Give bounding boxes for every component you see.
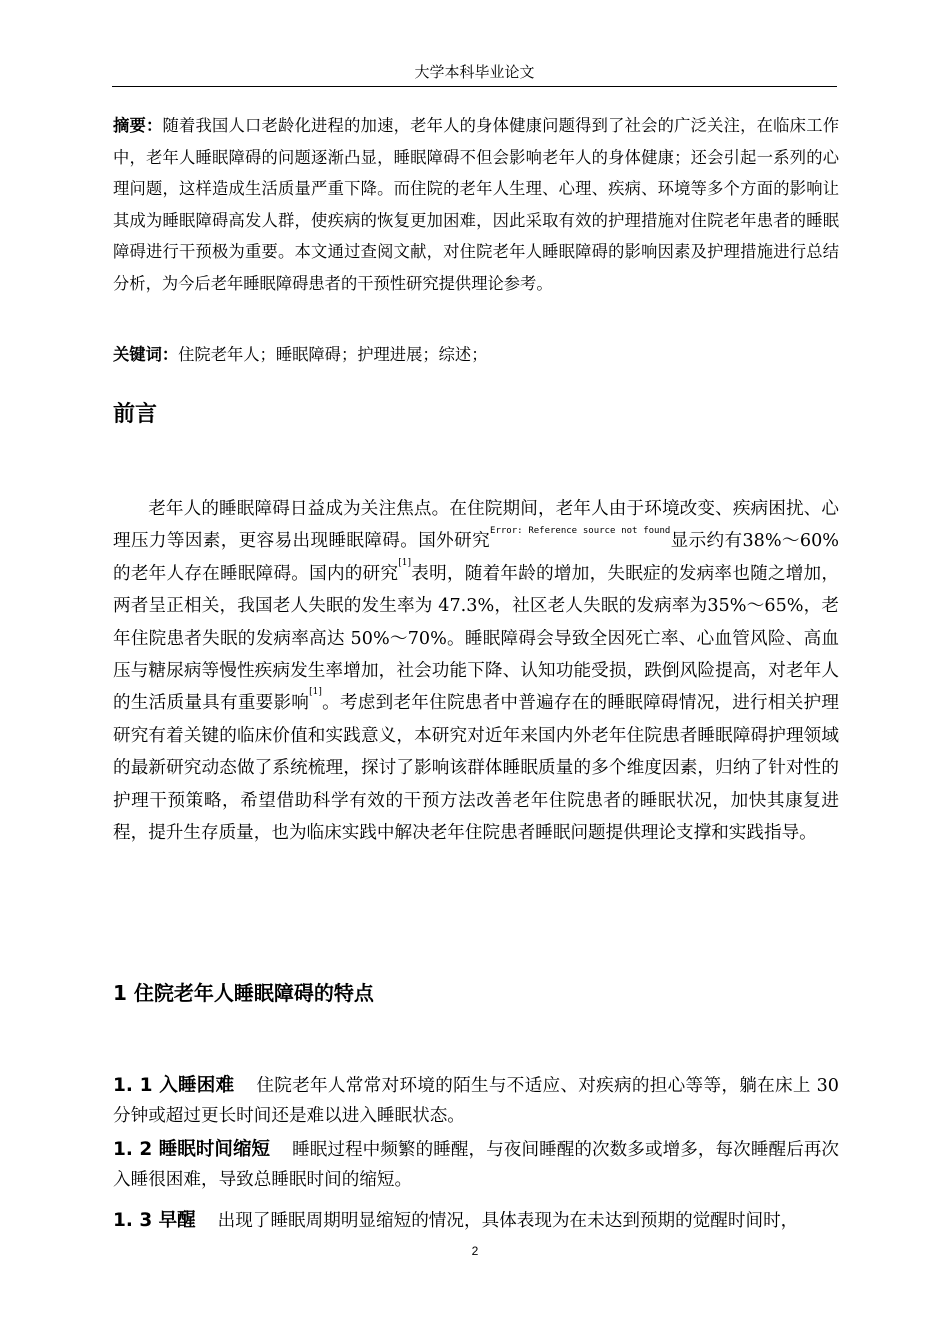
citation-2[interactable]: [1] — [309, 687, 322, 698]
subsection-1-1 — [113, 1071, 839, 1131]
page-number: 2 — [471, 1244, 479, 1258]
keywords-label: 关键词： — [113, 345, 179, 364]
running-header: 大学本科毕业论文 — [112, 62, 837, 87]
preface-paragraph — [113, 493, 839, 849]
abstract-text: 随着我国人口老龄化进程的加速，老年人的身体健康问题得到了社会的广泛关注，在临床工作中，老年人睡眠障碍的问题逐渐凸显，睡眠障碍不但会影响老年人的身体健康；还会引起一系列的心理问题，这样造成生活质量严重下降。而住院的老年人生理、心理、疾病、环境等多个方面的影响让其成为睡眠障碍高发人群，使疾病的恢复更加困难，因此采取有效的护理措施对住院老年患者的睡眠障碍进行干预极为重要。本文通过查阅文献，对住院老年人睡眠障碍的影响因素及护理措施进行总结分析，为今后老年睡眠障碍患者的干预性研究提供理论参考。 — [113, 116, 839, 293]
subsection-1-1-text: 住院老年人常常对环境的陌生与不适应、对疾病的担心等等，躺在床上 30 分钟或超过更长时间还是难以进入睡眠状态。 — [113, 1076, 840, 1126]
preface-text-2: 显示约有38%～60%的老年人存在睡眠障碍。国内的研究 — [113, 531, 839, 584]
keywords — [113, 341, 839, 369]
preface-text-1: 老年人的睡眠障碍日益成为关注焦点。在住院期间，老年人由于环境改变、疾病困扰、心理压力等因素，更容易出现睡眠障碍。国外研究 — [113, 499, 839, 552]
abstract-label: 摘要： — [113, 116, 163, 135]
subsection-1-2 — [113, 1135, 839, 1195]
reference-error: Error: Reference source not found — [490, 526, 671, 537]
subsection-1-2-title: 1. 2 睡眠时间缩短 — [113, 1139, 271, 1160]
subsection-1-3-text: 出现了睡眠周期明显缩短的情况，具体表现为在未达到预期的觉醒时间时， — [217, 1211, 799, 1231]
preface-text-4: 。考虑到老年住院患者中普遍存在的睡眠障碍情况，进行相关护理研究有着关键的临床价值和实践意义，本研究对近年来国内外老年住院患者睡眠障碍护理领域的最新研究动态做了系统梳理，探讨了影响该群体睡眠质量的多个维度因素，归纳了针对性的护理干预策略，希望借助科学有效的干预方法改善老年住院患者的睡眠状况，加快其康复进程，提升生存质量，也为临床实践中解决老年住院患者睡眠问题提供理论支撑和实践指导。 — [113, 693, 839, 844]
section-1-heading: 1 住院老年人睡眠障碍的特点 — [113, 981, 374, 1005]
preface-text-3: 表明，随着年龄的增加，失眠症的发病率也随之增加，两者呈正相关，我国老人失眠的发生率为 47.3%，社区老人失眠的发病率为35%～65%，老年住院患者失眠的发病率高达 50%～70%。睡眠障碍会导致全因死亡率、心血管风险、高血压与糖尿病等慢性疾病发生率增加，社会功能下降、认知功能受损，跌倒风险提高，对老年人的生活质量具有重要影响 — [113, 563, 839, 714]
subsection-1-2-text: 睡眠过程中频繁的睡醒，与夜间睡醒的次数多或增多，每次睡醒后再次入睡很困难，导致总睡眠时间的缩短。 — [113, 1140, 839, 1190]
subsection-1-3 — [113, 1206, 839, 1236]
keywords-text: 住院老年人；睡眠障碍；护理进展；综述； — [178, 345, 488, 364]
subsection-1-3-title: 1. 3 早醒 — [113, 1210, 196, 1231]
abstract — [113, 110, 839, 299]
citation-1[interactable]: [1] — [398, 557, 412, 568]
preface-heading: 前言 — [113, 402, 158, 427]
subsection-1-1-title: 1. 1 入睡困难 — [113, 1075, 235, 1096]
